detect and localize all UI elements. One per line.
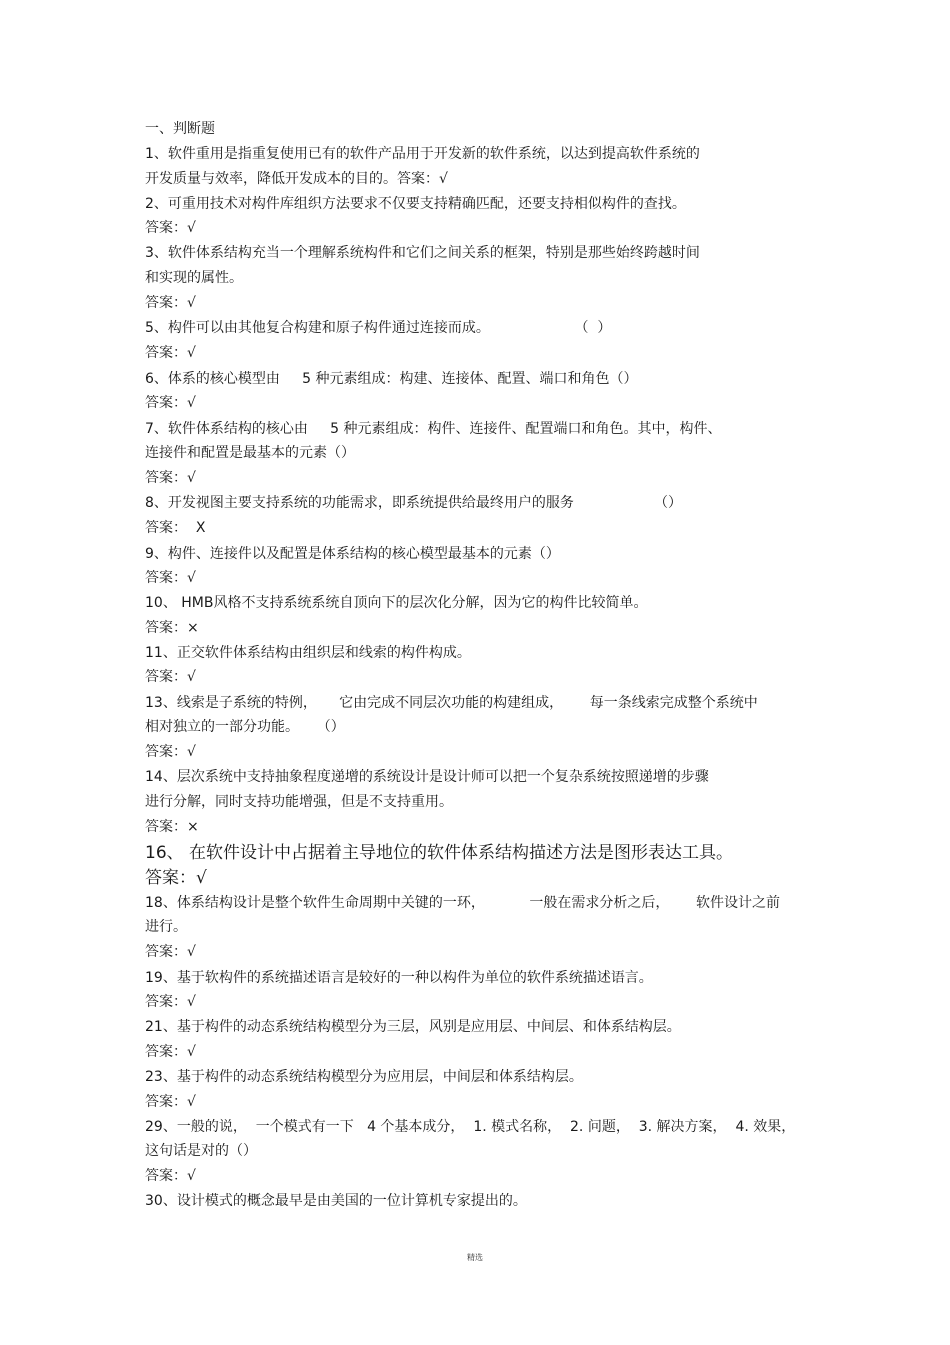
question-text: 1、软件重用是指重复使用已有的软件产品用于开发新的软件系统，以达到提高软件系统的 <box>145 146 700 162</box>
question-text: 和实现的属性。 <box>145 270 243 286</box>
question-text: 11、正交软件体系结构由组织层和线索的构件构成。 <box>145 645 471 661</box>
question-text: 开发质量与效率，降低开发成本的目的。答案：√ <box>145 171 448 187</box>
question-text: 19、基于软构件的系统描述语言是较好的一种以构件为单位的软件系统描述语言。 <box>145 970 653 986</box>
question-text: 8、开发视图主要支持系统的功能需求，即系统提供给最终用户的服务 （） <box>145 495 683 511</box>
answer-text: 答案：√ <box>145 868 207 888</box>
answer-text: 答案：√ <box>145 1168 196 1184</box>
question-text: 相对独立的一部分功能。 （） <box>145 719 345 735</box>
question-text: 29、一般的说， 一个模式有一下 4 个基本成分， 1. 模式名称， 2. 问题， 3. 解决方案， 4. 效果， <box>145 1119 796 1135</box>
answer-text: 答案：√ <box>145 470 196 486</box>
question-text: 21、基于构件的动态系统结构模型分为三层，风别是应用层、中间层、和体系结构层。 <box>145 1019 681 1035</box>
answer-text: 答案： X <box>145 520 206 536</box>
question-text: 14、层次系统中支持抽象程度递增的系统设计是设计师可以把一个复杂系统按照递增的步骤 <box>145 769 709 785</box>
answer-text: 答案：× <box>145 620 199 636</box>
question-text: 2、可重用技术对构件库组织方法要求不仅要支持精确匹配，还要支持相似构件的查找。 <box>145 196 686 212</box>
page-footer: 精选 <box>467 1253 483 1262</box>
answer-text: 答案：√ <box>145 570 196 586</box>
question-text: 13、线索是子系统的特例， 它由完成不同层次功能的构建组成， 每一条线索完成整个系统中 <box>145 695 758 711</box>
question-text: 6、体系的核心模型由 5 种元素组成：构建、连接体、配置、端口和角色（） <box>145 371 638 387</box>
question-text: 7、软件体系结构的核心由 5 种元素组成：构件、连接件、配置端口和角色。其中，构件、 <box>145 421 722 437</box>
answer-text: 答案：√ <box>145 744 196 760</box>
question-text: 3、软件体系结构充当一个理解系统构件和它们之间关系的框架，特别是那些始终跨越时间 <box>145 245 700 261</box>
question-text: 5、构件可以由其他复合构建和原子构件通过连接而成。 （ ） <box>145 320 612 336</box>
question-text: 进行。 <box>145 919 187 935</box>
answer-text: 答案：√ <box>145 669 196 685</box>
section-heading: 一、判断题 <box>145 121 215 137</box>
answer-text: 答案：√ <box>145 994 196 1010</box>
answer-text: 答案：√ <box>145 944 196 960</box>
answer-text: 答案：√ <box>145 345 196 361</box>
question-text: 连接件和配置是最基本的元素（） <box>145 445 355 461</box>
answer-text: 答案：× <box>145 819 199 835</box>
answer-text: 答案：√ <box>145 1094 196 1110</box>
answer-text: 答案：√ <box>145 395 196 411</box>
question-text: 进行分解，同时支持功能增强，但是不支持重用。 <box>145 794 453 810</box>
question-text: 30、设计模式的概念最早是由美国的一位计算机专家提出的。 <box>145 1193 527 1209</box>
answer-text: 答案：√ <box>145 220 196 236</box>
question-text: 9、构件、连接件以及配置是体系结构的核心模型最基本的元素（） <box>145 546 560 562</box>
question-text: 23、基于构件的动态系统结构模型分为应用层，中间层和体系结构层。 <box>145 1069 583 1085</box>
question-text: 10、 HMB风格不支持系统系统自顶向下的层次化分解，因为它的构件比较简单。 <box>145 595 648 611</box>
question-text: 16、 在软件设计中占据着主导地位的软件体系结构描述方法是图形表达工具。 <box>145 843 734 863</box>
answer-text: 答案：√ <box>145 1044 196 1060</box>
question-text: 18、体系结构设计是整个软件生命周期中关键的一环， 一般在需求分析之后， 软件设计之前 <box>145 895 781 911</box>
question-text: 这句话是对的（） <box>145 1143 257 1159</box>
answer-text: 答案：√ <box>145 295 196 311</box>
